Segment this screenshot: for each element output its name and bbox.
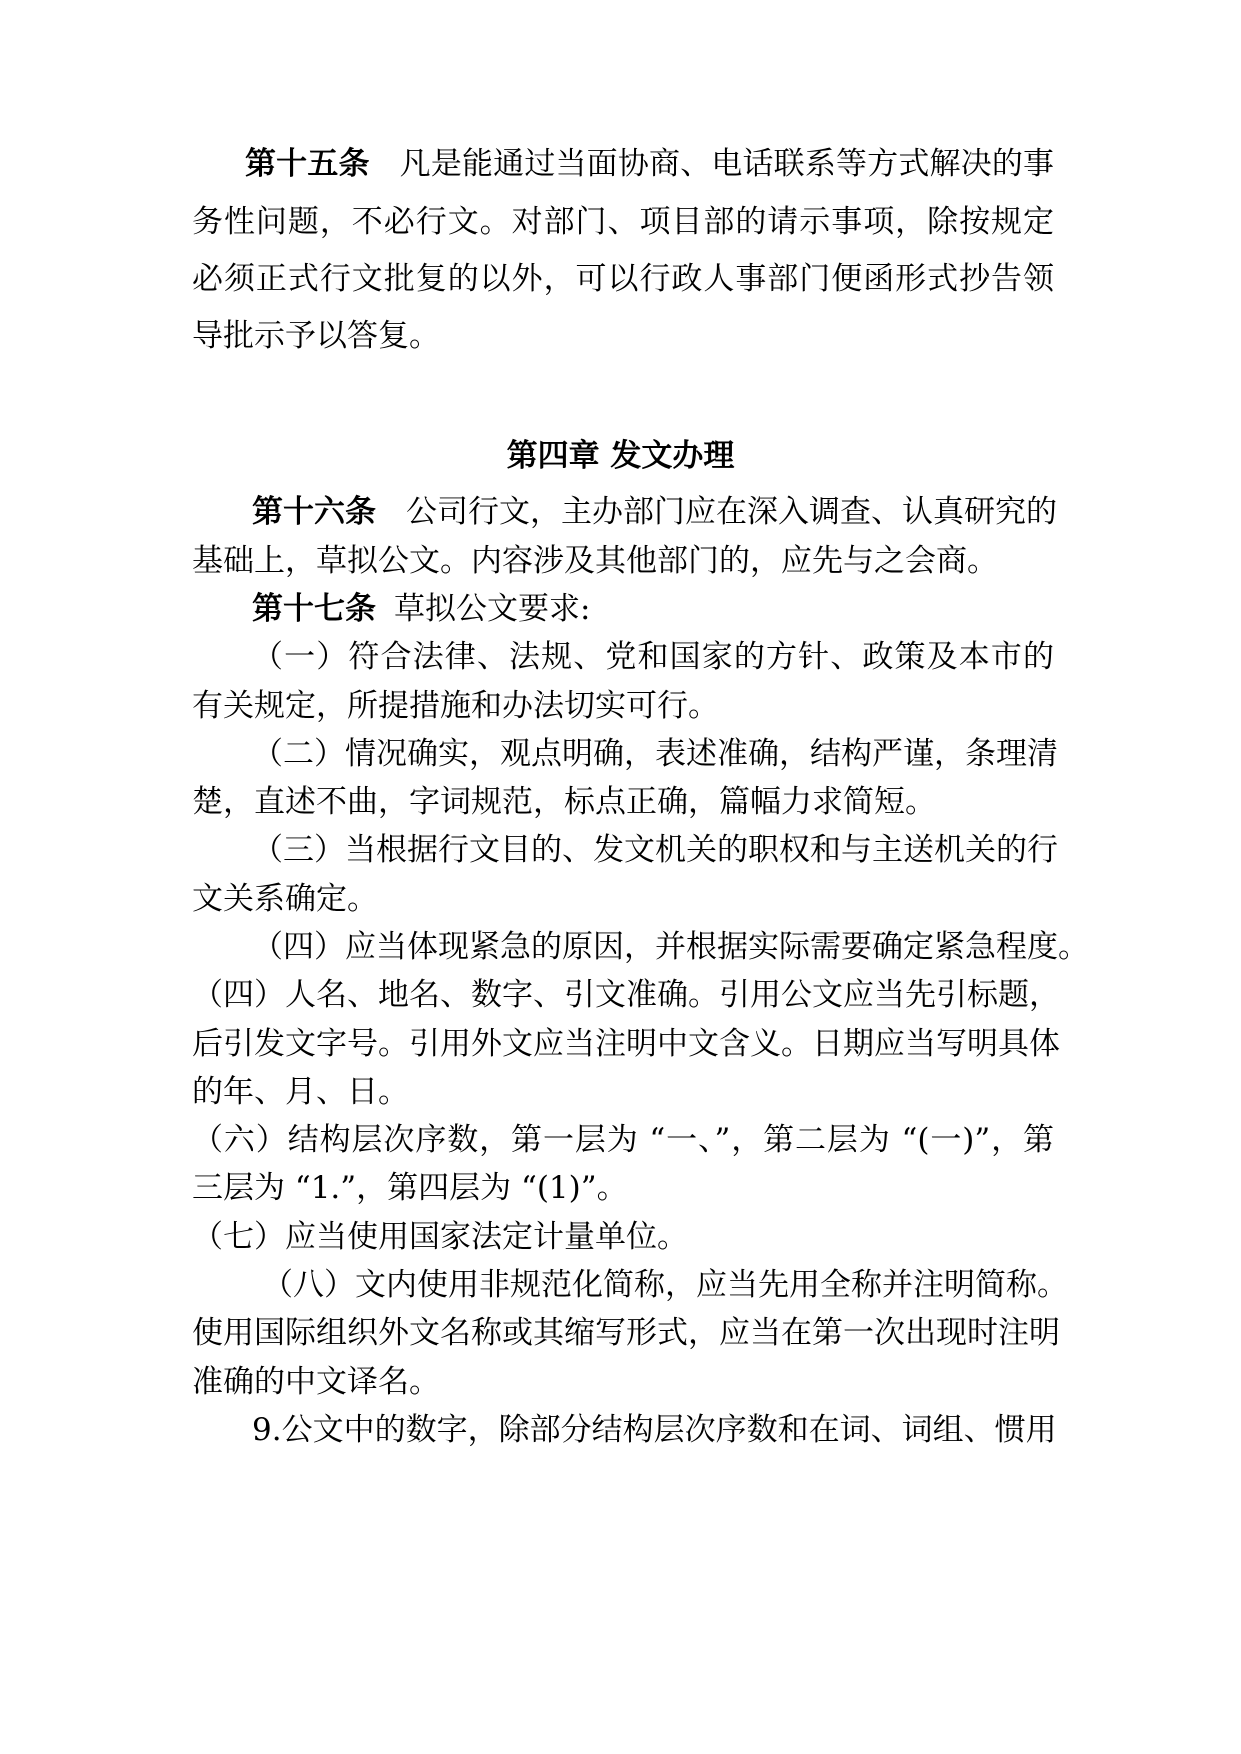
item-4b-line-3: 的年、月、日。 [192,1074,409,1110]
item-9-line-1: 9.公文中的数字，除部分结构层次序数和在词、词组、惯用 [252,1412,1057,1448]
item-1-line-1: （一）符合法律、法规、党和国家的方针、政策及本市的 [252,639,1054,675]
item-8-line-1: （八）文内使用非规范化简称，应当先用全称并注明简称。 [262,1267,1068,1303]
article-15-text: 凡是能通过当面协商、电话联系等方式解决的事 [399,146,1055,182]
item-2-line-2: 楚，直述不曲，字词规范，标点正确，篇幅力求简短。 [192,784,936,820]
item-6-line-1: （六）结构层次序数，第一层为 “一、”，第二层为 “(一)”，第 [192,1122,1054,1158]
chapter-heading: 第四章 发文办理 [506,438,735,474]
item-6-line-2: 三层为 “1.”，第四层为 “(1)”。 [192,1170,628,1206]
article-15-line-4: 导批示予以答复。 [192,318,440,354]
article-16-label: 第十六条 [252,494,376,530]
item-8-line-2: 使用国际组织外文名称或其缩写形式，应当在第一次出现时注明 [192,1315,1060,1351]
item-7-line-1: （七）应当使用国家法定计量单位。 [192,1219,688,1255]
article-15-first-line [245,144,1054,184]
item-4a-line-1: （四）应当体现紧急的原因，并根据实际需要确定紧急程度。 [252,929,1089,965]
item-4b-line-2: 后引发文字号。引用外文应当注明中文含义。日期应当写明具体 [192,1026,1060,1062]
article-15-label: 第十五条 [245,146,370,182]
article-16-text: 公司行文，主办部门应在深入调查、认真研究的 [406,494,1057,530]
item-3-line-1: （三）当根据行文目的、发文机关的职权和与主送机关的行 [252,832,1058,868]
article-15-line-3: 必须正式行文批复的以外，可以行政人事部门便函形式抄告领 [192,261,1054,297]
item-8-line-3: 准确的中文译名。 [192,1364,440,1400]
item-4b-line-1: （四）人名、地名、数字、引文准确。引用公文应当先引标题， [192,977,1060,1013]
article-17-text: 草拟公文要求: [394,591,591,627]
article-16-first-line [252,492,1057,532]
item-1-line-2: 有关规定，所提措施和办法切实可行。 [192,688,719,724]
item-2-line-1: （二）情况确实，观点明确，表述准确，结构严谨，条理清 [252,736,1058,772]
article-17-label: 第十七条 [252,591,376,627]
article-15-line-2: 务性问题，不必行文。对部门、项目部的请示事项，除按规定 [192,204,1054,240]
article-16-line-2: 基础上，草拟公文。内容涉及其他部门的，应先与之会商。 [192,543,998,579]
article-17-first-line [252,589,1054,629]
item-3-line-2: 文关系确定。 [192,881,378,917]
